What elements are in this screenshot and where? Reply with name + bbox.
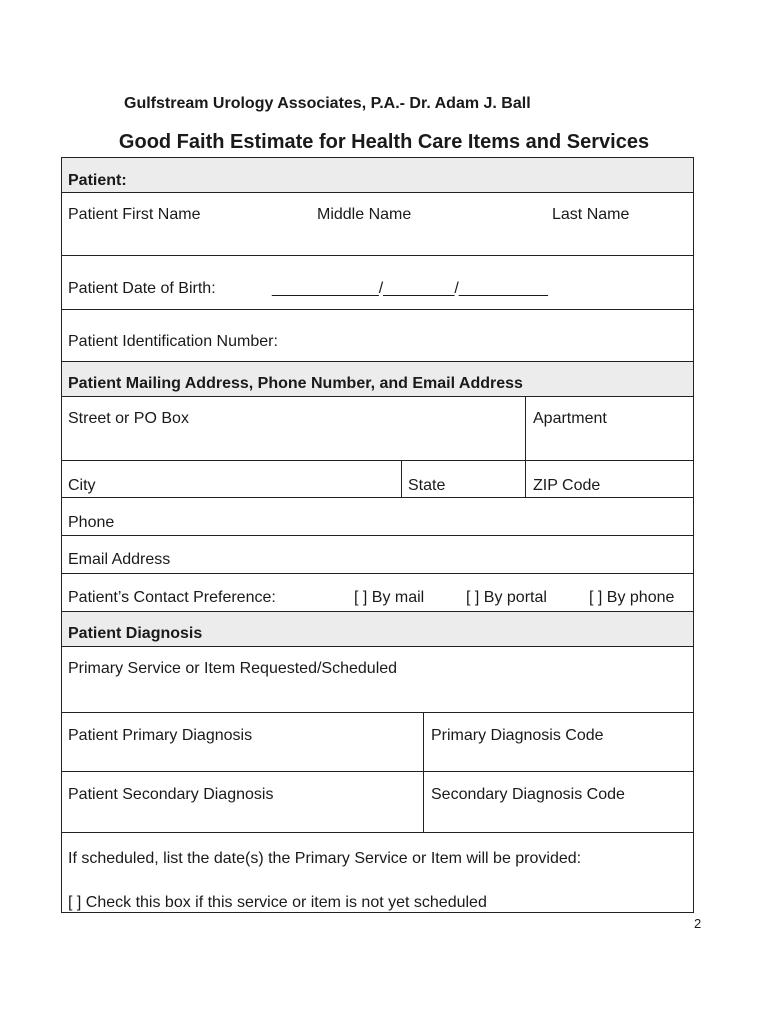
secondary-diagnosis-row [62,772,693,833]
primary-diagnosis-code-cell [423,713,693,771]
primary-service-row [62,647,693,713]
first-name-field[interactable]: Patient First Name [68,206,201,223]
diagnosis-section-header [62,612,693,647]
zip-field[interactable]: ZIP Code [533,477,601,494]
primary-diagnosis-code-field[interactable]: Primary Diagnosis Code [431,727,604,744]
primary-diagnosis-field[interactable]: Patient Primary Diagnosis [68,727,253,744]
street-field[interactable]: Street or PO Box [68,410,189,427]
scheduled-row [62,833,693,913]
patient-id-row [62,310,693,362]
address-section-label: Patient Mailing Address, Phone Number, and Email Address [68,375,523,392]
secondary-diagnosis-code-cell [423,772,693,832]
email-field[interactable]: Email Address [68,551,171,568]
scheduled-dates-field[interactable]: If scheduled, list the date(s) the Primary Service or Item will be provided: [68,850,582,867]
state-cell [401,461,525,497]
not-scheduled-checkbox[interactable]: [ ] Check this box if this service or item is not yet scheduled [68,894,487,911]
primary-diagnosis-row [62,713,693,772]
contact-preference-row [62,574,693,612]
contact-by-phone-checkbox[interactable]: [ ] By phone [589,589,675,606]
patient-id-field[interactable]: Patient Identification Number: [68,333,278,350]
phone-field[interactable]: Phone [68,514,115,531]
apartment-cell [525,397,693,460]
middle-name-field[interactable]: Middle Name [317,206,412,223]
primary-service-field[interactable]: Primary Service or Item Requested/Scheduled [68,660,398,677]
state-field[interactable]: State [408,477,446,494]
dob-label: Patient Date of Birth: [68,280,216,297]
document-title: Good Faith Estimate for Health Care Items and Services [118,131,650,153]
apartment-field[interactable]: Apartment [533,410,607,427]
city-row [62,461,693,498]
contact-by-mail-checkbox[interactable]: [ ] By mail [354,589,425,606]
email-row [62,536,693,574]
address-section-header [62,362,693,397]
city-field[interactable]: City [68,477,96,494]
phone-row [62,498,693,536]
contact-by-portal-checkbox[interactable]: [ ] By portal [466,589,547,606]
diagnosis-section-label: Patient Diagnosis [68,625,203,642]
contact-preference-label: Patient’s Contact Preference: [68,589,276,606]
patient-section-header [62,158,693,193]
practice-name: Gulfstream Urology Associates, P.A.- Dr. Adam J. Ball [124,95,531,112]
patient-name-row [62,193,693,256]
secondary-diagnosis-code-field[interactable]: Secondary Diagnosis Code [431,786,625,803]
last-name-field[interactable]: Last Name [552,206,630,223]
secondary-diagnosis-field[interactable]: Patient Secondary Diagnosis [68,786,274,803]
page-number: 2 [694,916,702,931]
dob-field[interactable]: ____________/________/__________ [272,280,548,297]
patient-form [61,157,694,913]
dob-row [62,256,693,310]
patient-section-label: Patient: [68,172,127,189]
street-row [62,397,693,461]
zip-cell [525,461,693,497]
